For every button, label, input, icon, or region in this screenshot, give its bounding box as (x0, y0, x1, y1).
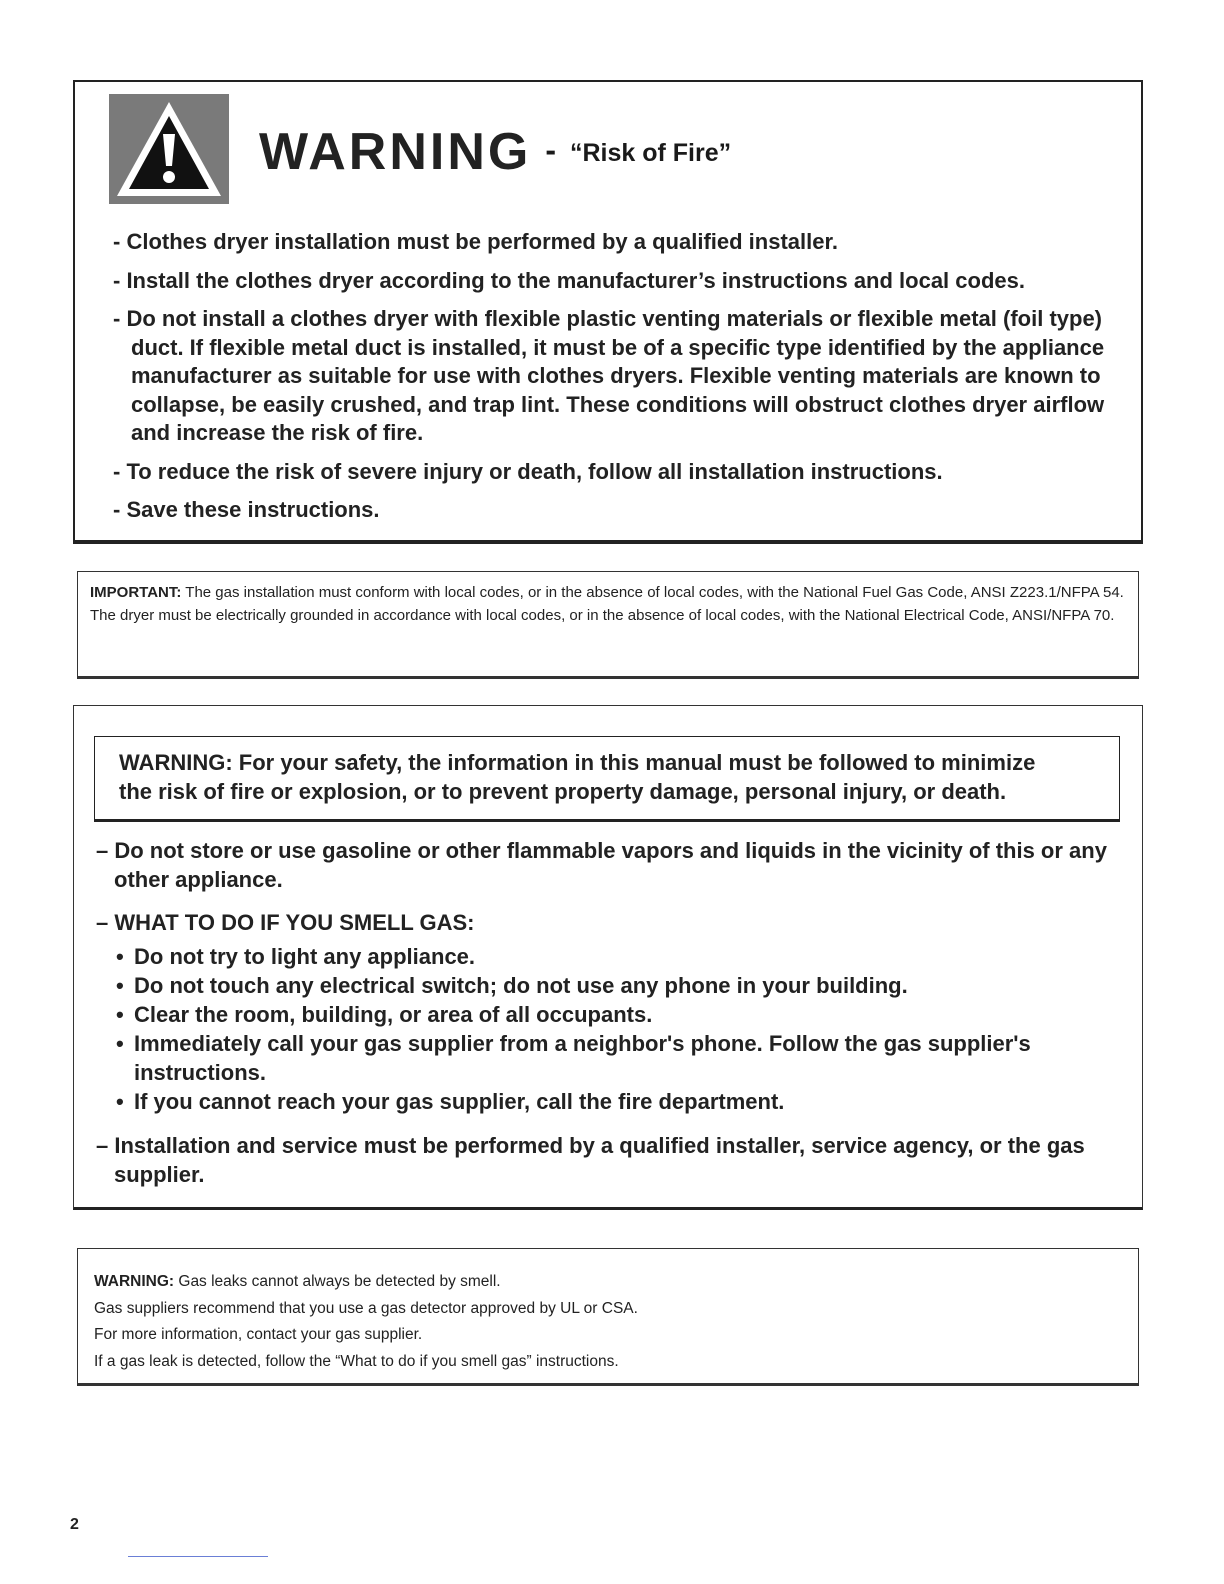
smell-gas-heading: – WHAT TO DO IF YOU SMELL GAS: (96, 910, 475, 935)
flammable-vapors-item: – Do not store or use gasoline or other flammable vapors and liquids in the vicinity of this or any other appliance. (96, 838, 1107, 892)
gas-leak-warning-box (77, 1248, 1139, 1386)
list-item: • Clear the room, building, or area of all occupants. (116, 1000, 1096, 1029)
list-item: - Clothes dryer installation must be performed by a qualified installer. (113, 229, 838, 254)
fire-warning-heading (259, 122, 731, 182)
important-label: IMPORTANT: (90, 584, 182, 601)
safety-warning-banner (94, 736, 1120, 822)
warning-triangle-icon (109, 94, 229, 204)
list-item: • If you cannot reach your gas supplier, call the fire department. (116, 1087, 1096, 1116)
safety-warning-line: WARNING: For your safety, the information in this manual must be followed to minimize (119, 750, 1036, 775)
list-item: • Immediately call your gas supplier from a neighbor's phone. Follow the gas supplier's instructions. (116, 1029, 1096, 1087)
page-number: 2 (70, 1516, 79, 1533)
gas-leak-text: Gas leaks cannot always be detected by smell. (174, 1273, 501, 1290)
important-paragraph-gas (90, 584, 1126, 601)
important-notice-box (77, 571, 1139, 679)
list-item: - Save these instructions. (113, 497, 380, 522)
risk-of-fire-subtitle: “Risk of Fire” (569, 139, 732, 167)
heading-dash: - (545, 132, 556, 168)
smell-gas-bullets (116, 942, 1096, 1116)
list-item: - Do not install a clothes dryer with flexible plastic venting materials or flexible metal (foil type) duct. If flexible metal duct is installed, it must be of a specific type identified by the appliance manufacturer as suitable for use with clothes dryers. Flexible venting materials are known to collapse, be easily crushed, and trap lint. These conditions will obstruct clothes dryer airflow and increase the risk of fire. (113, 306, 1105, 445)
gas-warning-box (73, 705, 1143, 1210)
gas-leak-line (94, 1269, 1122, 1296)
gas-leak-line: Gas suppliers recommend that you use a gas detector approved by UL or CSA. (94, 1299, 638, 1317)
important-text-gas: The gas installation must conform with local codes, or in the absence of local codes, with the National Fuel Gas Code, ANSI Z223.1/NFPA 54. (181, 584, 1124, 601)
fire-warning-box (73, 80, 1143, 544)
gas-leak-line: If a gas leak is detected, follow the “What to do if you smell gas” instructions. (94, 1352, 619, 1370)
list-item: - To reduce the risk of severe injury or death, follow all installation instructions. (113, 458, 943, 484)
important-paragraph-electrical: The dryer must be electrically grounded in accordance with local codes, or in the absence of local codes, with the National Electrical Code, ANSI/NFPA 70. (90, 607, 1115, 624)
list-item: - Install the clothes dryer according to the manufacturer’s instructions and local codes. (113, 267, 1025, 293)
footer-divider (128, 1556, 268, 1557)
list-item: • Do not touch any electrical switch; do not use any phone in your building. (116, 971, 1096, 1000)
gas-leak-label: WARNING: (94, 1273, 175, 1290)
installation-service-item: – Installation and service must be performed by a qualified installer, service agency, or the gas supplier. (96, 1133, 1085, 1187)
safety-warning-line: the risk of fire or explosion, or to prevent property damage, personal injury, or death. (119, 778, 1007, 804)
warning-title: WARNING (259, 123, 532, 181)
list-item: • Do not try to light any appliance. (116, 942, 1096, 971)
gas-leak-line: For more information, contact your gas supplier. (94, 1326, 423, 1343)
fire-warning-list (113, 228, 1118, 535)
